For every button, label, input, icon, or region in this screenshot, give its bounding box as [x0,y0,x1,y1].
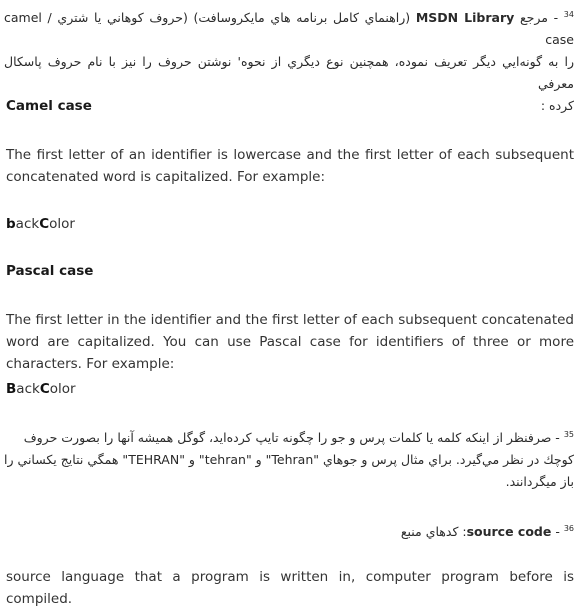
footnote-35 [4,424,574,493]
camel-case-description: The first letter of an identifier is lowercase and the first letter of each subsequent concatenated word is capitalized. For example: [6,147,574,185]
footnote-number: 36 [563,524,574,533]
camel-case-heading: Camel case [6,98,92,114]
footnote-35-line-1: $^{35}$ - صرفنظر از اينكه كلمه يا كلمات پرس و جو را چگونه تايپ كرده‌ايد، گوگل هميشه آنها را بصورت حروف [23,430,574,445]
footnote-35-line-2: كوچك در نظر مي‌گيرد. براي مثال پرس و جوهاي "Tehran" و "tehran" و "TEHRAN" همگي نتايج يكساني را [4,452,574,467]
source-code-term: source code [466,524,552,539]
footnote-number: 34 [563,10,574,19]
pascal-case-example: BackColor [6,381,76,397]
footnote-34-line-3: كرده : [540,98,574,113]
camel-case-example: backColor [6,216,75,232]
pascal-case-heading: Pascal case [6,263,94,279]
footnote-36-line: $^{36}$ - source code: كدهاي منبع [400,524,574,539]
footnote-36 [4,518,574,543]
footnote-35-line-3: باز ميگردانند. [505,474,574,489]
pascal-case-description: The first letter in the identifier and the first letter of each subsequent concatenated word are capitalized. You can use Pascal case for identifiers of three or more characters. For example: [6,312,574,372]
footnote-number: 35 [563,430,574,439]
footnote-34-line-1: $^{34}$ - مرجع MSDN Library (راهنماي كامل برنامه هاي مايكروسافت) (حروف كوهاني يا شتري / camel case [4,10,574,47]
msdn-library-term: MSDN Library [415,10,515,25]
source-code-definition: source language that a program is written in, computer program before is compiled. [6,569,574,607]
footnote-34-line-2: را به گونه‌ايي ديگر تعريف نموده، همچنين نوع ديگري از نحوه' نوشتن حروف را نيز با نام حروف پاسكال معرفي [4,54,574,91]
